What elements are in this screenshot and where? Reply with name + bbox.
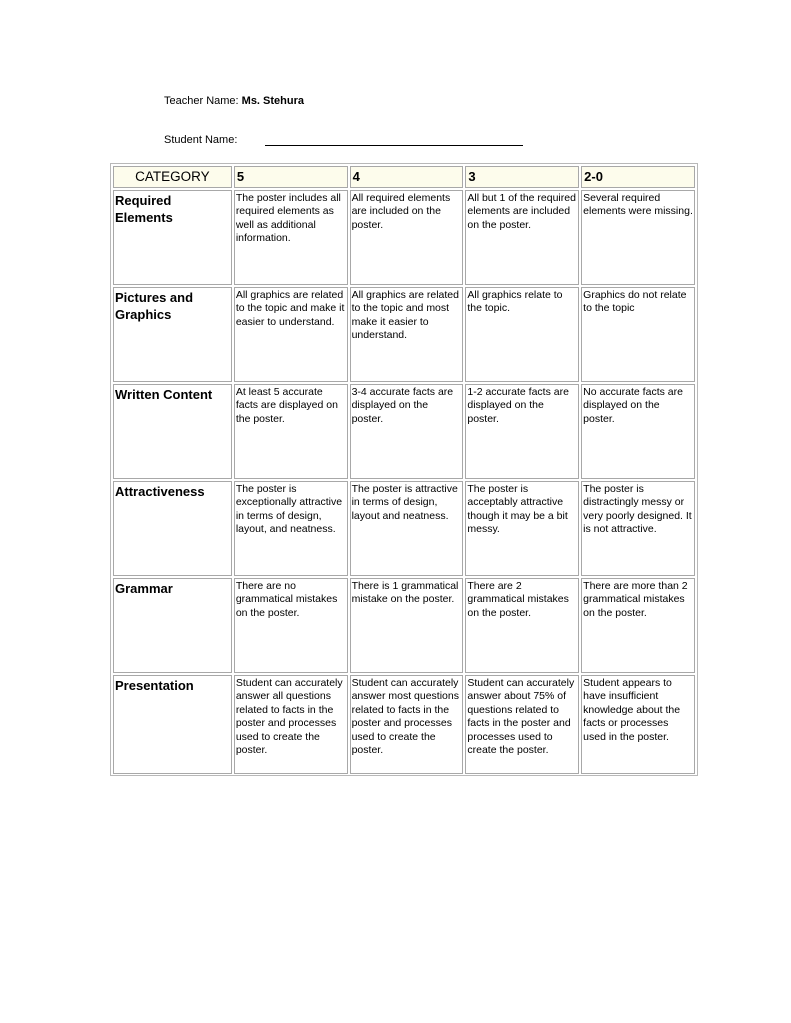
rubric-row-pictures-and-graphics — [113, 287, 695, 382]
criteria-cell: The poster is distractingly messy or very poorly designed. It is not attractive. — [581, 481, 695, 576]
criteria-cell: No accurate facts are displayed on the poster. — [581, 384, 695, 479]
category-cell: Grammar — [113, 578, 232, 673]
student-name-blank — [265, 134, 523, 146]
criteria-cell: The poster includes all required elements as well as additional information. — [234, 190, 348, 285]
criteria-cell: The poster is exceptionally attractive in terms of design, layout, and neatness. — [234, 481, 348, 576]
criteria-cell: All required elements are included on the poster. — [350, 190, 464, 285]
student-name-line — [164, 134, 523, 146]
rubric-table — [111, 164, 697, 776]
teacher-name: Ms. Stehura — [241, 95, 305, 107]
criteria-cell: 1-2 accurate facts are displayed on the poster. — [465, 384, 579, 479]
criteria-cell: Student appears to have insufficient knowledge about the facts or processes used in the poster. — [581, 675, 695, 774]
column-header-4: 4 — [350, 166, 464, 188]
criteria-cell: At least 5 accurate facts are displayed on the poster. — [234, 384, 348, 479]
criteria-cell: Several required elements were missing. — [581, 190, 695, 285]
rubric-row-grammar — [113, 578, 695, 673]
criteria-cell: There are no grammatical mistakes on the poster. — [234, 578, 348, 673]
criteria-cell: There is 1 grammatical mistake on the poster. — [350, 578, 464, 673]
column-header-category: CATEGORY — [113, 166, 232, 188]
criteria-cell: Student can accurately answer most questions related to facts in the poster and processes used to create the poster. — [350, 675, 464, 774]
column-header-2-0: 2-0 — [581, 166, 695, 188]
rubric-header-row — [113, 166, 695, 188]
criteria-cell: Student can accurately answer all questions related to facts in the poster and processes used to create the poster. — [234, 675, 348, 774]
teacher-name-line — [164, 95, 304, 107]
rubric-row-written-content — [113, 384, 695, 479]
student-label: Student Name: — [164, 134, 238, 146]
criteria-cell: Graphics do not relate to the topic — [581, 287, 695, 382]
category-cell: Attractiveness — [113, 481, 232, 576]
criteria-cell: All graphics relate to the topic. — [465, 287, 579, 382]
category-cell: Required Elements — [113, 190, 232, 285]
criteria-cell: There are more than 2 grammatical mistakes on the poster. — [581, 578, 695, 673]
category-cell: Written Content — [113, 384, 232, 479]
criteria-cell: The poster is acceptably attractive though it may be a bit messy. — [465, 481, 579, 576]
column-header-3: 3 — [465, 166, 579, 188]
column-header-5: 5 — [234, 166, 348, 188]
criteria-cell: 3-4 accurate facts are displayed on the poster. — [350, 384, 464, 479]
criteria-cell: All but 1 of the required elements are included on the poster. — [465, 190, 579, 285]
criteria-cell: Student can accurately answer about 75% of questions related to facts in the poster and processes used to create the poster. — [465, 675, 579, 774]
criteria-cell: All graphics are related to the topic and most make it easier to understand. — [350, 287, 464, 382]
criteria-cell: The poster is attractive in terms of design, layout and neatness. — [350, 481, 464, 576]
rubric-row-attractiveness — [113, 481, 695, 576]
category-cell: Pictures and Graphics — [113, 287, 232, 382]
criteria-cell: There are 2 grammatical mistakes on the poster. — [465, 578, 579, 673]
criteria-cell: All graphics are related to the topic and make it easier to understand. — [234, 287, 348, 382]
category-cell: Presentation — [113, 675, 232, 774]
rubric-row-required-elements — [113, 190, 695, 285]
teacher-label: Teacher Name: — [164, 95, 239, 107]
rubric-row-presentation — [113, 675, 695, 774]
